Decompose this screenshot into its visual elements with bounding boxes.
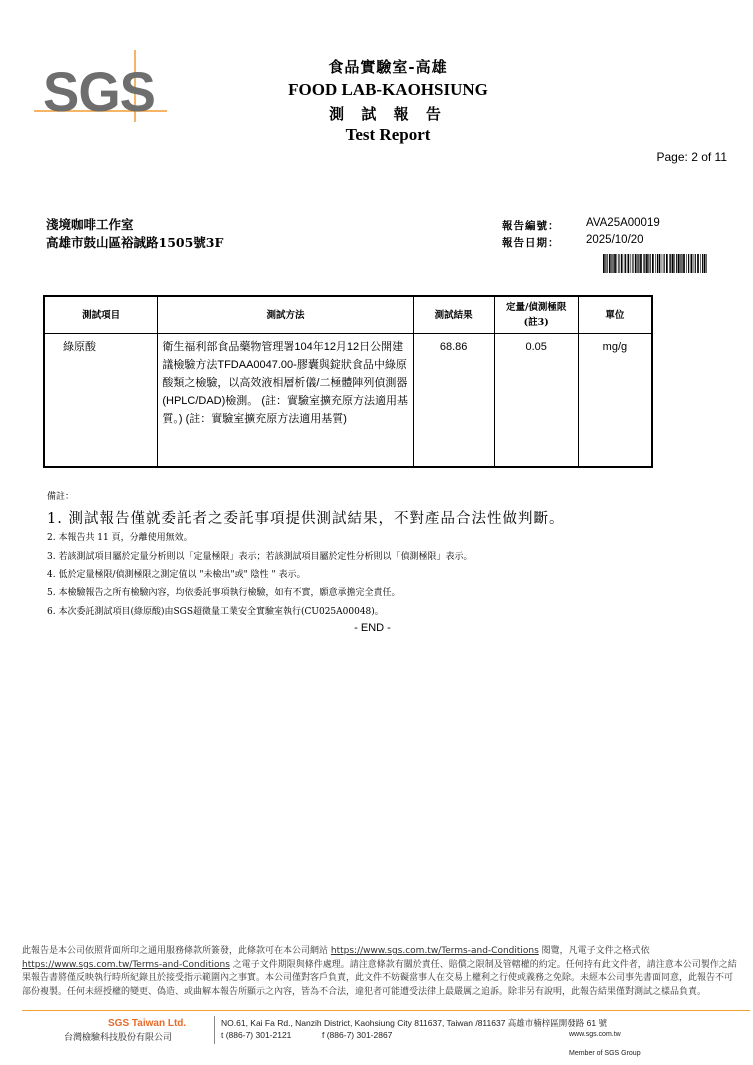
cell-item: 綠原酸 bbox=[44, 334, 158, 468]
barcode-bar bbox=[680, 254, 681, 273]
barcode-bar bbox=[637, 254, 638, 273]
barcode-bar bbox=[638, 254, 639, 273]
barcode-bar bbox=[611, 254, 612, 273]
header-test-method: 測試方法 bbox=[158, 296, 413, 334]
header-limit bbox=[494, 296, 578, 334]
footer-tel: t (886-7) 301-2121 bbox=[221, 1030, 292, 1040]
barcode-bar bbox=[618, 254, 619, 273]
report-number-label: 報告編號： bbox=[502, 220, 560, 232]
barcode-bar bbox=[632, 254, 633, 273]
barcode-bar bbox=[603, 254, 605, 273]
barcode-bar bbox=[674, 254, 675, 273]
barcode-bar bbox=[614, 254, 616, 273]
notes-title: 備註： bbox=[47, 492, 75, 502]
barcode-bar bbox=[669, 254, 670, 273]
footer-address: NO.61, Kai Fa Rd., Nanzih District, Kaohsiung City 811637, Taiwan /811637 高雄市楠梓區開發路 61 號 bbox=[221, 1018, 607, 1028]
terms-link-2[interactable]: https://www.sgs.com.tw/Terms-and-Conditions bbox=[22, 959, 230, 970]
report-title-cn: 測 試 報 告 bbox=[329, 105, 447, 123]
footer-website[interactable]: www.sgs.com.tw bbox=[569, 1031, 621, 1038]
footer-company-cn: 台灣檢驗科技股份有限公司 bbox=[64, 1033, 173, 1043]
report-date-label: 報告日期： bbox=[502, 237, 560, 249]
barcode-bar bbox=[635, 254, 637, 273]
barcode-bar bbox=[686, 254, 687, 273]
results-table bbox=[43, 295, 653, 468]
barcode-bar bbox=[659, 254, 661, 273]
barcode-bar bbox=[646, 254, 648, 273]
header-test-result: 測試結果 bbox=[413, 296, 494, 334]
barcode-bar bbox=[704, 254, 706, 273]
barcode-bar bbox=[706, 254, 707, 273]
barcode-bar bbox=[628, 254, 630, 273]
note-2: 2. 本報告共 11 頁，分離使用無效。 bbox=[47, 533, 193, 543]
cell-unit: mg/g bbox=[578, 334, 652, 468]
barcode-bar bbox=[697, 254, 699, 273]
barcode-bar bbox=[691, 254, 693, 273]
barcode-bar bbox=[670, 254, 671, 273]
barcode-bar bbox=[695, 254, 696, 273]
barcode-bar bbox=[643, 254, 644, 273]
client-name: 淺境咖啡工作室 bbox=[46, 217, 134, 232]
report-title-en: Test Report bbox=[345, 125, 431, 144]
barcode-bar bbox=[652, 254, 654, 273]
footer-member: Member of SGS Group bbox=[569, 1050, 641, 1057]
barcode bbox=[603, 254, 708, 273]
client-block bbox=[46, 216, 223, 252]
lab-name-en: FOOD LAB-KAOHSIUNG bbox=[288, 80, 488, 99]
barcode-bar bbox=[700, 254, 701, 273]
barcode-bar bbox=[662, 254, 663, 273]
barcode-bar bbox=[624, 254, 625, 273]
disclaimer-text-1: 此報告是本公司依照背面所印之通用服務條款所簽發，此條款可在本公司網站 bbox=[22, 946, 329, 956]
barcode-bar bbox=[664, 254, 665, 273]
report-date: 2025/10/20 bbox=[586, 234, 644, 246]
note-3: 3. 若該測試項目屬於定量分析則以「定量極限」表示；若該測試項目屬於定性分析則以「偵測極限」表示。 bbox=[47, 552, 473, 562]
barcode-bar bbox=[631, 254, 632, 273]
footer-company-en: SGS Taiwan Ltd. bbox=[108, 1018, 187, 1029]
disclaimer-text-3: 之電子文件期限與條件處理。請注意條款有關於責任、賠償之限制及管轄權的約定。任何持有此文件者，請注意本公司製作之結果報告書將僅反映執行時所紀錄且於接受指示範圍內之事實。本公司僅對客戶負責，此文件不妨礙當事人在交易上權利之行使或義務之免除。未經本公司事先書面同意，此報告不可部份複製。任何未經授權的變更、偽造、或曲解本報告所顯示之內容，皆為不合法，違犯者可能遭受法律上最嚴厲之追訴。除非另有說明，此報告結果僅對測試之樣品負責。 bbox=[22, 959, 737, 997]
client-address: 高雄市鼓山區裕誠路1505號3F bbox=[46, 235, 224, 250]
barcode-bar bbox=[672, 254, 674, 273]
footer-separator bbox=[214, 1016, 215, 1044]
barcode-bar bbox=[650, 254, 651, 273]
barcode-bar bbox=[612, 254, 613, 273]
footer-divider bbox=[22, 1010, 750, 1011]
note-6: 6. 本次委託測試項目(綠原酸)由SGS超微量工業安全實驗室執行(CU025A00048)。 bbox=[47, 607, 384, 617]
svg-text:SGS: SGS bbox=[43, 60, 155, 122]
barcode-bar bbox=[640, 254, 642, 273]
barcode-bar bbox=[655, 254, 656, 273]
cell-result: 68.86 bbox=[413, 334, 494, 468]
barcode-bar bbox=[617, 254, 618, 273]
table-row bbox=[44, 334, 652, 468]
header-unit: 單位 bbox=[578, 296, 652, 334]
end-marker: - END - bbox=[354, 622, 391, 634]
barcode-bar bbox=[676, 254, 677, 273]
barcode-bar bbox=[683, 254, 685, 273]
cell-limit: 0.05 bbox=[494, 334, 578, 468]
barcode-bar bbox=[678, 254, 680, 273]
barcode-bar bbox=[702, 254, 703, 273]
barcode-bar bbox=[666, 254, 668, 273]
report-number: AVA25A00019 bbox=[586, 217, 660, 229]
barcode-bar bbox=[605, 254, 606, 273]
page-number: Page: 2 of 11 bbox=[656, 150, 727, 164]
note-5: 5. 本檢驗報告之所有檢驗內容，均依委託事項執行檢驗，如有不實，願意承擔完全責任。 bbox=[47, 588, 401, 598]
barcode-bar bbox=[625, 254, 626, 273]
cell-method: 衛生福利部食品藥物管理署104年12月12日公開建議檢驗方法TFDAA0047.00-膠囊與錠狀食品中綠原酸類之檢驗，以高效液相層析儀/二極體陣列偵測器(HPLC/DAD)檢測。 (註：實驗室擴充原方法適用基質。) (註：實驗室擴充原方法適用基質) bbox=[158, 334, 413, 468]
header-limit-text: 定量/偵測極限(註3) bbox=[505, 302, 567, 328]
disclaimer-text-2: 閱覽，凡電子文件之格式依 bbox=[541, 946, 650, 956]
barcode-bar bbox=[657, 254, 658, 273]
barcode-bar bbox=[693, 254, 694, 273]
table-header-row bbox=[44, 296, 652, 334]
barcode-bar bbox=[648, 254, 649, 273]
barcode-bar bbox=[607, 254, 608, 273]
note-4: 4. 低於定量極限/偵測極限之測定值以 "未檢出"或" 陰性 " 表示。 bbox=[47, 570, 306, 580]
barcode-bar bbox=[644, 254, 645, 273]
footer-disclaimer bbox=[22, 945, 738, 999]
terms-link-1[interactable]: https://www.sgs.com.tw/Terms-and-Conditions bbox=[330, 946, 539, 956]
header-test-item: 測試項目 bbox=[44, 296, 158, 334]
barcode-bar bbox=[609, 254, 611, 273]
barcode-bar bbox=[621, 254, 623, 273]
barcode-bar bbox=[688, 254, 689, 273]
lab-name-cn: 食品實驗室-高雄 bbox=[328, 58, 448, 76]
barcode-bar bbox=[681, 254, 682, 273]
note-1: 1. 測試報告僅就委託者之委託事項提供測試結果，不對產品合法性做判斷。 bbox=[47, 511, 565, 527]
footer-fax: f (886-7) 301-2867 bbox=[322, 1030, 393, 1040]
